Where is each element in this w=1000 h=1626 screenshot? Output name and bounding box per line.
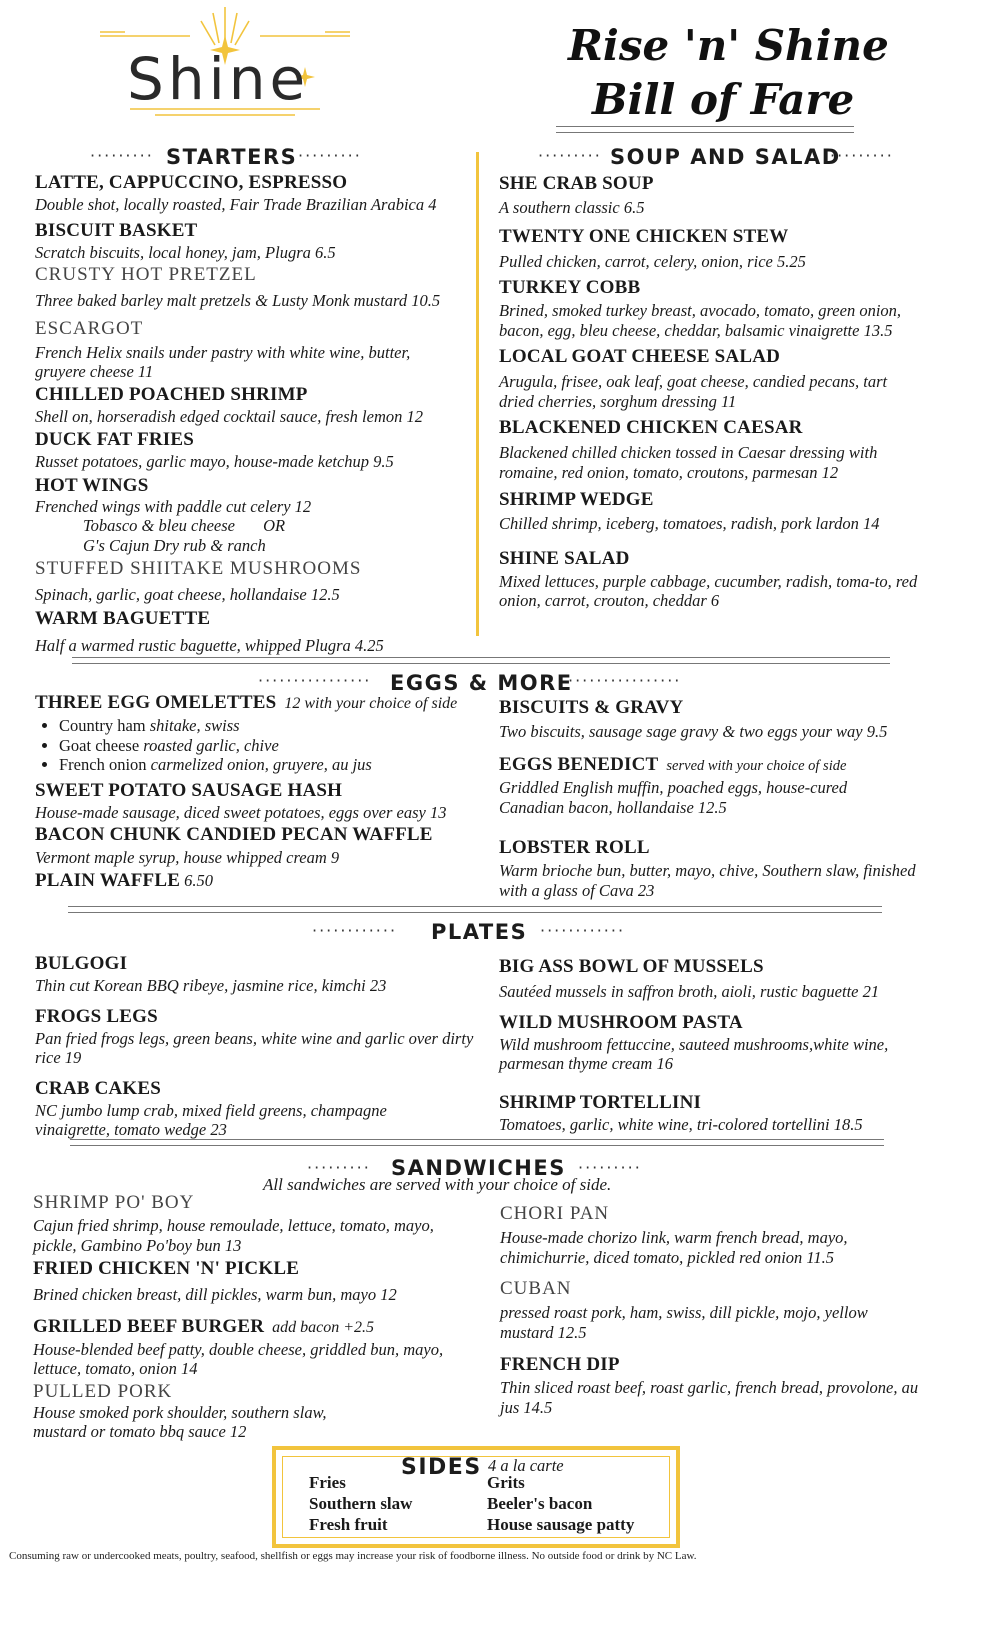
- menu-item-name: CUBAN: [500, 1278, 572, 1299]
- menu-item-name: CRAB CAKES: [35, 1077, 162, 1099]
- eggs-left-list: [35, 692, 495, 892]
- sides-left-list: [309, 1472, 412, 1535]
- menu-item-name: BIG ASS BOWL OF MUSSELS: [499, 956, 764, 977]
- hot-wings-option: G's Cajun Dry rub & ranch: [83, 535, 266, 555]
- section-divider: [68, 906, 882, 913]
- menu-item-note: add bacon +2.5: [272, 1318, 375, 1336]
- dots: ············: [312, 921, 398, 940]
- menu-item-name: FRENCH DIP: [500, 1354, 620, 1375]
- sandwiches-right-list: [500, 1203, 940, 1417]
- menu-item-name: SHRIMP PO' BOY: [33, 1192, 195, 1213]
- menu-item-desc: Wild mushroom fettuccine, sauteed mushrooms,white wine, parmesan thyme cream 16: [499, 1034, 889, 1073]
- starters-heading: STARTERS: [166, 145, 298, 169]
- logo-wordmark: Shine: [127, 45, 310, 113]
- column-divider: [476, 152, 479, 636]
- menu-item-desc: House-blended beef patty, double cheese, griddled bun, mayo, lettuce, tomato, onion 14: [33, 1339, 444, 1378]
- dots: ················: [568, 671, 682, 690]
- dots: ·········: [578, 1158, 642, 1177]
- sandwiches-heading: SANDWICHES: [391, 1156, 566, 1180]
- option-detail: roasted garlic, chive: [143, 735, 279, 755]
- menu-item-name: FRIED CHICKEN 'N' PICKLE: [33, 1258, 300, 1279]
- menu-item-desc: pressed roast pork, ham, swiss, dill pickle, mojo, yellow mustard 12.5: [500, 1303, 868, 1342]
- menu-title-line2: Bill of Fare: [592, 75, 855, 124]
- option-name: Country ham: [59, 716, 150, 735]
- menu-item-name: CHILLED POACHED SHRIMP: [35, 383, 308, 405]
- menu-item-name: WILD MUSHROOM PASTA: [499, 1011, 743, 1033]
- dots: ·········: [307, 1158, 371, 1177]
- footer-disclaimer: Consuming raw or undercooked meats, poultry, seafood, shellfish or eggs may increase your risk of foodborne illness. No outside food or drink by NC Law.: [9, 1550, 697, 1562]
- plates-left-list: [35, 953, 480, 1140]
- menu-item-name: STUFFED SHIITAKE MUSHROOMS: [35, 558, 362, 579]
- menu-item-desc: Blackened chilled chicken tossed in Caesar dressing with romaine, red onion, tomato, croutons, parmesan 12: [499, 443, 878, 482]
- option-name: Goat cheese: [59, 735, 144, 755]
- burger-heading: [33, 1316, 483, 1338]
- dots: ·········: [298, 146, 362, 165]
- sides-right-list: [487, 1472, 634, 1535]
- menu-item-name: TURKEY COBB: [499, 277, 641, 298]
- menu-item-desc: Double shot, locally roasted, Fair Trade Brazilian Arabica 4: [35, 195, 437, 214]
- plates-right-list: [499, 956, 949, 1134]
- eggs-right-list: [499, 697, 939, 900]
- omelette-options: [35, 716, 495, 775]
- menu-item-price: 6.50: [184, 870, 213, 890]
- menu-item-name: LATTE, CAPPUCCINO, ESPRESSO: [35, 172, 348, 193]
- list-item: [59, 716, 495, 736]
- menu-item-name: SHRIMP TORTELLINI: [499, 1091, 702, 1113]
- dots: ············: [540, 921, 626, 940]
- omelette-heading: [35, 692, 495, 714]
- list-item: [59, 736, 495, 756]
- menu-item-desc: Spinach, garlic, goat cheese, hollandaise 12.5: [35, 585, 340, 604]
- menu-item-desc: Sautéed mussels in saffron broth, aioli, rustic baguette 21: [499, 982, 880, 1001]
- menu-item-name: DUCK FAT FRIES: [35, 429, 195, 450]
- menu-item-desc: Scratch biscuits, local honey, jam, Plugra 6.5: [35, 242, 336, 262]
- menu-item-name: ESCARGOT: [35, 317, 144, 339]
- list-item: Southern slaw: [309, 1494, 413, 1513]
- list-item: Fresh fruit: [309, 1515, 388, 1534]
- hot-wings-option: [35, 516, 475, 536]
- menu-item-name: BISCUIT BASKET: [35, 219, 198, 241]
- menu-item-desc: Thin cut Korean BBQ ribeye, jasmine rice, kimchi 23: [35, 976, 387, 995]
- menu-item-name: HOT WINGS: [35, 474, 149, 496]
- menu-item-desc: Half a warmed rustic baguette, whipped Plugra 4.25: [35, 635, 384, 655]
- menu-item-desc: Brined chicken breast, dill pickles, warm bun, mayo 12: [33, 1285, 397, 1304]
- menu-item-name: LOBSTER ROLL: [499, 837, 650, 858]
- list-item: Grits: [487, 1473, 525, 1492]
- menu-item-desc: NC jumbo lump crab, mixed field greens, champagne vinaigrette, tomato wedge 23: [35, 1100, 387, 1139]
- menu-item-name: WARM BAGUETTE: [35, 607, 211, 629]
- menu-item-name: SHE CRAB SOUP: [499, 173, 654, 194]
- shine-logo: [95, 5, 355, 125]
- menu-item-desc: House-made sausage, diced sweet potatoes, eggs over easy 13: [35, 802, 447, 822]
- menu-item-desc: Thin sliced roast beef, roast garlic, french bread, provolone, au jus 14.5: [500, 1378, 919, 1417]
- menu-item-name: SWEET POTATO SAUSAGE HASH: [35, 779, 343, 801]
- menu-item-name: BLACKENED CHICKEN CAESAR: [499, 417, 803, 438]
- sandwiches-subheading: All sandwiches are served with your choice of side.: [263, 1175, 612, 1194]
- menu-item-desc: Pulled chicken, carrot, celery, onion, rice 5.25: [499, 251, 806, 271]
- sides-heading: SIDES: [401, 1455, 482, 1480]
- option-name: French onion: [59, 755, 151, 774]
- menu-item-desc: A southern classic 6.5: [499, 198, 645, 217]
- sides-price-note: 4 a la carte: [488, 1456, 564, 1475]
- menu-item-name: BACON CHUNK CANDIED PECAN WAFFLE: [35, 824, 433, 845]
- menu-item-desc: Warm brioche bun, butter, mayo, chive, Southern slaw, finished with a glass of Cava 23: [499, 861, 916, 900]
- list-item: Fries: [309, 1473, 346, 1492]
- menu-item-name: GRILLED BEEF BURGER: [33, 1315, 265, 1337]
- section-divider: [72, 657, 890, 664]
- list-item: [59, 755, 495, 775]
- soup-salad-list: [499, 173, 949, 611]
- menu-item-name: TWENTY ONE CHICKEN STEW: [499, 225, 789, 247]
- menu-item-name: BISCUITS & GRAVY: [499, 697, 684, 718]
- dots: ·········: [538, 146, 602, 165]
- sandwiches-left-list: [33, 1192, 483, 1442]
- menu-item-name: PULLED PORK: [33, 1380, 173, 1402]
- menu-item-name: FROGS LEGS: [35, 1005, 158, 1027]
- menu-item-name: PLAIN WAFFLE: [35, 869, 181, 891]
- menu-title-line1: Rise 'n' Shine: [568, 21, 889, 70]
- option-detail: shitake, swiss: [149, 716, 240, 735]
- menu-item-name: LOCAL GOAT CHEESE SALAD: [499, 346, 781, 367]
- menu-item-name: SHINE SALAD: [499, 547, 630, 569]
- dots: ················: [258, 671, 372, 690]
- menu-item-desc: Chilled shrimp, iceberg, tomatoes, radish, pork lardon 14: [499, 514, 880, 533]
- eggs-heading: EGGS & MORE: [390, 671, 573, 695]
- list-item: Beeler's bacon: [487, 1494, 593, 1513]
- list-item: House sausage patty: [487, 1515, 635, 1534]
- menu-item-desc: House smoked pork shoulder, southern slaw, mustard or tomato bbq sauce 12: [33, 1402, 327, 1441]
- section-divider: [70, 1139, 884, 1146]
- menu-item-desc: Cajun fried shrimp, house remoulade, lettuce, tomato, mayo, pickle, Gambino Po'boy bun 13: [33, 1216, 434, 1255]
- dots: ·········: [830, 146, 894, 165]
- menu-item-name: CHORI PAN: [500, 1203, 610, 1224]
- menu-item-desc: Shell on, horseradish edged cocktail sauce, fresh lemon 12: [35, 406, 423, 426]
- title-underline: [556, 126, 854, 133]
- menu-item-name: EGGS BENEDICT: [499, 753, 659, 775]
- option-text: Tobasco & bleu cheese: [83, 516, 235, 535]
- menu-item-name: CRUSTY HOT PRETZEL: [35, 264, 257, 285]
- menu-item-desc: Three baked barley malt pretzels & Lusty Monk mustard 10.5: [35, 291, 441, 310]
- plain-waffle: [35, 870, 495, 892]
- menu-item-name: BULGOGI: [35, 953, 128, 974]
- menu-item-name: SHRIMP WEDGE: [499, 489, 654, 510]
- menu-item-desc: Arugula, frisee, oak leaf, goat cheese, candied pecans, tart dried cherries, sorghum dressing 11: [499, 372, 888, 411]
- menu-item-desc: Brined, smoked turkey breast, avocado, tomato, green onion, bacon, egg, bleu cheese, cheddar, balsamic vinaigrette 13.5: [499, 301, 902, 340]
- menu-item-note: 12 with your choice of side: [284, 695, 458, 712]
- menu-item-desc: Griddled English muffin, poached eggs, house-cured Canadian bacon, hollandaise 12.5: [499, 778, 848, 817]
- or-text: OR: [263, 516, 286, 535]
- option-detail: carmelized onion, gruyere, au jus: [150, 755, 372, 774]
- menu-item-desc: Vermont maple syrup, house whipped cream 9: [35, 848, 340, 867]
- dots: ·········: [90, 146, 154, 165]
- menu-item-desc: Mixed lettuces, purple cabbage, cucumber, radish, toma-to, red onion, carrot, crouton, cheddar 6: [499, 571, 918, 610]
- menu-item-desc: Russet potatoes, garlic mayo, house-made ketchup 9.5: [35, 452, 394, 471]
- plates-heading: PLATES: [431, 920, 528, 944]
- menu-item-name: THREE EGG OMELETTES: [35, 692, 277, 713]
- menu-item-note: served with your choice of side: [666, 757, 847, 774]
- menu-item-desc: Two biscuits, sausage sage gravy & two eggs your way 9.5: [499, 722, 888, 741]
- menu-item-desc: French Helix snails under pastry with white wine, butter, gruyere cheese 11: [35, 342, 411, 381]
- menu-item-desc: Pan fried frogs legs, green beans, white wine and garlic over dirty rice 19: [35, 1028, 474, 1067]
- menu-item-desc: Tomatoes, garlic, white wine, tri-colored tortellini 18.5: [499, 1114, 863, 1134]
- starters-list: [35, 172, 475, 655]
- menu-item-desc: House-made chorizo link, warm french bread, mayo, chimichurrie, diced tomato, pickled red onion 11.5: [500, 1228, 848, 1267]
- soup-salad-heading: SOUP AND SALAD: [610, 145, 841, 169]
- menu-item-desc: Frenched wings with paddle cut celery 12: [35, 496, 312, 516]
- eggs-benedict-heading: [499, 754, 939, 777]
